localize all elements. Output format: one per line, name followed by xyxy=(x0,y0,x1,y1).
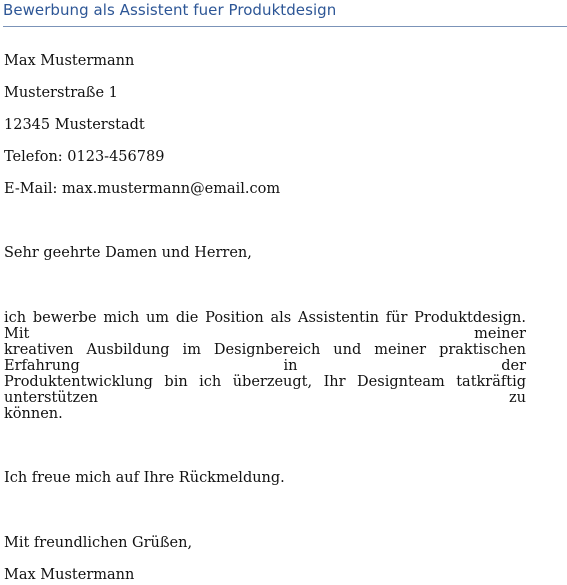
document-header xyxy=(3,0,567,27)
sender-email: E-Mail: max.mustermann@email.com xyxy=(4,181,281,197)
signature: Max Mustermann xyxy=(4,567,135,583)
paragraph-line-4: können. xyxy=(4,406,63,422)
paragraph-line-3: Produktentwicklung bin ich überzeugt, Ihr Designteam tatkräftig unterstützen zu xyxy=(4,374,526,406)
sender-phone: Telefon: 0123-456789 xyxy=(4,149,165,165)
sender-city: 12345 Musterstadt xyxy=(4,117,145,133)
sender-name: Max Mustermann xyxy=(4,53,135,69)
salutation: Sehr geehrte Damen und Herren, xyxy=(4,245,252,261)
closing: Mit freundlichen Grüßen, xyxy=(4,535,193,551)
paragraph-line-2: kreativen Ausbildung im Designbereich und meiner praktischen Erfahrung in der xyxy=(4,342,526,374)
paragraph-line-1: ich bewerbe mich um die Position als Assistentin für Produktdesign. Mit meiner xyxy=(4,310,526,342)
sender-street: Musterstraße 1 xyxy=(4,85,118,101)
closing-sentence: Ich freue mich auf Ihre Rückmeldung. xyxy=(4,470,285,486)
document-title: Bewerbung als Assistent fuer Produktdesign xyxy=(3,1,337,19)
